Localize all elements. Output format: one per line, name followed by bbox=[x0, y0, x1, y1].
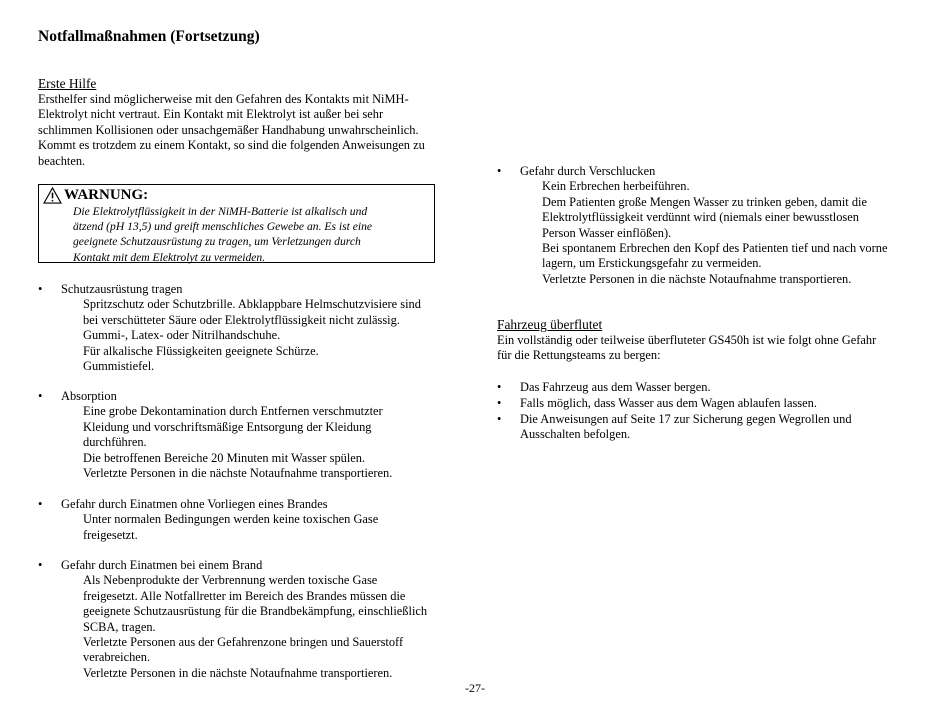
flood-intro-line: Ein vollständig oder teilweise überfluteter GS450h ist wie folgt ohne Gefahr bbox=[497, 333, 877, 347]
bullet-body bbox=[83, 512, 378, 543]
bullet-icon: • bbox=[38, 558, 43, 572]
bullet-line: Gummi-, Latex- oder Nitrilhandschuhe. bbox=[83, 328, 281, 343]
bullet-line: Eine grobe Dekontamination durch Entfernen verschmutzter bbox=[83, 404, 383, 419]
bullet-title: Die Anweisungen auf Seite 17 zur Sicherung gegen Wegrollen und bbox=[520, 412, 852, 426]
bullet-line: SCBA, tragen. bbox=[83, 619, 156, 634]
warning-line: geeignete Schutzausrüstung zu tragen, um Verletzungen durch bbox=[73, 235, 361, 249]
bullet-icon: • bbox=[38, 282, 43, 296]
bullet-line: Kleidung und vorschriftsmäßige Entsorgung der Kleidung bbox=[83, 419, 372, 434]
bullet-icon: • bbox=[38, 389, 43, 403]
flood-intro-line: für die Rettungsteams zu bergen: bbox=[497, 348, 661, 363]
bullet-icon: • bbox=[497, 164, 502, 178]
intro-line: Elektrolyt nicht vertraut. Ein Kontakt mit Elektrolyt ist außer bei sehr bbox=[38, 107, 384, 122]
page-number: -27- bbox=[465, 681, 485, 695]
bullet-line: bei verschütteter Säure oder Elektrolytflüssigkeit nicht zulässig. bbox=[83, 312, 400, 327]
first-aid-heading: Erste Hilfe bbox=[38, 76, 97, 91]
bullet-title: Schutzausrüstung tragen bbox=[61, 282, 183, 296]
bullet-line: Person Wasser einflößen). bbox=[542, 225, 672, 240]
bullet-icon: • bbox=[38, 497, 43, 511]
bullet-line: Kein Erbrechen herbeiführen. bbox=[542, 179, 690, 194]
bullet-title: Gefahr durch Einatmen bei einem Brand bbox=[61, 558, 263, 572]
bullet-line: freigesetzt. Alle Notfallretter im Bereich des Brandes müssen die bbox=[83, 588, 406, 603]
bullet-body bbox=[83, 404, 392, 481]
intro-line: beachten. bbox=[38, 153, 86, 168]
intro-line: schlimmen Kollisionen oder unsachgemäßer Handhabung unwahrscheinlich. bbox=[38, 122, 419, 137]
bullet-icon: • bbox=[497, 380, 502, 394]
first-aid-section bbox=[38, 76, 425, 169]
bullet-line: Unter normalen Bedingungen werden keine toxischen Gase bbox=[83, 512, 379, 527]
bullet-body bbox=[542, 179, 887, 287]
page-title: Notfallmaßnahmen (Fortsetzung) bbox=[38, 28, 260, 45]
first-aid-intro bbox=[38, 92, 425, 169]
bullet-title: Gefahr durch Einatmen ohne Vorliegen eines Brandes bbox=[61, 497, 328, 511]
warning-line: Die Elektrolytflüssigkeit in der NiMH-Batterie ist alkalisch und bbox=[73, 205, 368, 218]
bullet-line: Gummistiefel. bbox=[83, 359, 155, 374]
bullet-title: Das Fahrzeug aus dem Wasser bergen. bbox=[520, 380, 711, 394]
bullet-line: Verletzte Personen in die nächste Notaufnahme transportieren. bbox=[542, 271, 852, 286]
bullet-line: Elektrolytflüssigkeit verdünnt wird (niemals einer bewusstlosen bbox=[542, 210, 859, 225]
warning-line: ätzend (pH 13,5) und greift menschliches Gewebe an. Es ist eine bbox=[73, 220, 373, 234]
bullet-line: Verletzte Personen aus der Gefahrenzone bringen und Sauerstoff bbox=[83, 635, 404, 650]
bullet-title: Falls möglich, dass Wasser aus dem Wagen ablaufen lassen. bbox=[520, 396, 817, 410]
warning-line: Kontakt mit dem Elektrolyt zu vermeiden. bbox=[73, 250, 266, 264]
intro-line: Ersthelfer sind möglicherweise mit den Gefahren des Kontakts mit NiMH- bbox=[38, 92, 409, 106]
bullet-line: Spritzschutz oder Schutzbrille. Abklappbare Helmschutzvisiere sind bbox=[83, 297, 421, 312]
bullet-title: Absorption bbox=[61, 389, 117, 403]
bullet-line: verabreichen. bbox=[83, 650, 151, 665]
flooded-vehicle-heading: Fahrzeug überflutet bbox=[497, 317, 603, 332]
bullet-line: Als Nebenprodukte der Verbrennung werden toxische Gase bbox=[83, 573, 378, 588]
bullet-line: lagern, um Erstickungsgefahr zu vermeiden. bbox=[542, 256, 762, 271]
warning-text bbox=[43, 204, 428, 265]
warning-header bbox=[43, 187, 428, 204]
warning-label: WARNUNG: bbox=[64, 187, 149, 203]
bullet-icon: • bbox=[497, 396, 502, 410]
bullet-line: Dem Patienten große Mengen Wasser zu trinken geben, damit die bbox=[542, 194, 867, 209]
bullet-line: Die betroffenen Bereiche 20 Minuten mit Wasser spülen. bbox=[83, 450, 366, 465]
bullet-line: Für alkalische Flüssigkeiten geeignete Schürze. bbox=[83, 343, 319, 358]
warning-triangle-icon bbox=[43, 187, 62, 204]
bullet-line: geeignete Schutzausrüstung für die Brandbekämpfung, einschließlich bbox=[83, 604, 428, 619]
bullet-line: freigesetzt. bbox=[83, 527, 138, 542]
warning-box bbox=[38, 184, 435, 263]
bullet-title: Gefahr durch Verschlucken bbox=[520, 164, 656, 178]
bullet-title-cont: Ausschalten befolgen. bbox=[520, 427, 631, 442]
bullet-line: durchführen. bbox=[83, 435, 147, 450]
flooded-vehicle-section bbox=[497, 317, 876, 364]
bullet-line: Bei spontanem Erbrechen den Kopf des Patienten tief und nach vorne bbox=[542, 241, 888, 256]
bullet-line: Verletzte Personen in die nächste Notaufnahme transportieren. bbox=[83, 466, 393, 481]
bullet-icon: • bbox=[497, 412, 502, 426]
intro-line: Kommt es trotzdem zu einem Kontakt, so sind die folgenden Anweisungen zu bbox=[38, 138, 425, 153]
bullet-body bbox=[83, 573, 427, 681]
bullet-body bbox=[83, 297, 421, 374]
bullet-line: Verletzte Personen in die nächste Notaufnahme transportieren. bbox=[83, 665, 393, 680]
